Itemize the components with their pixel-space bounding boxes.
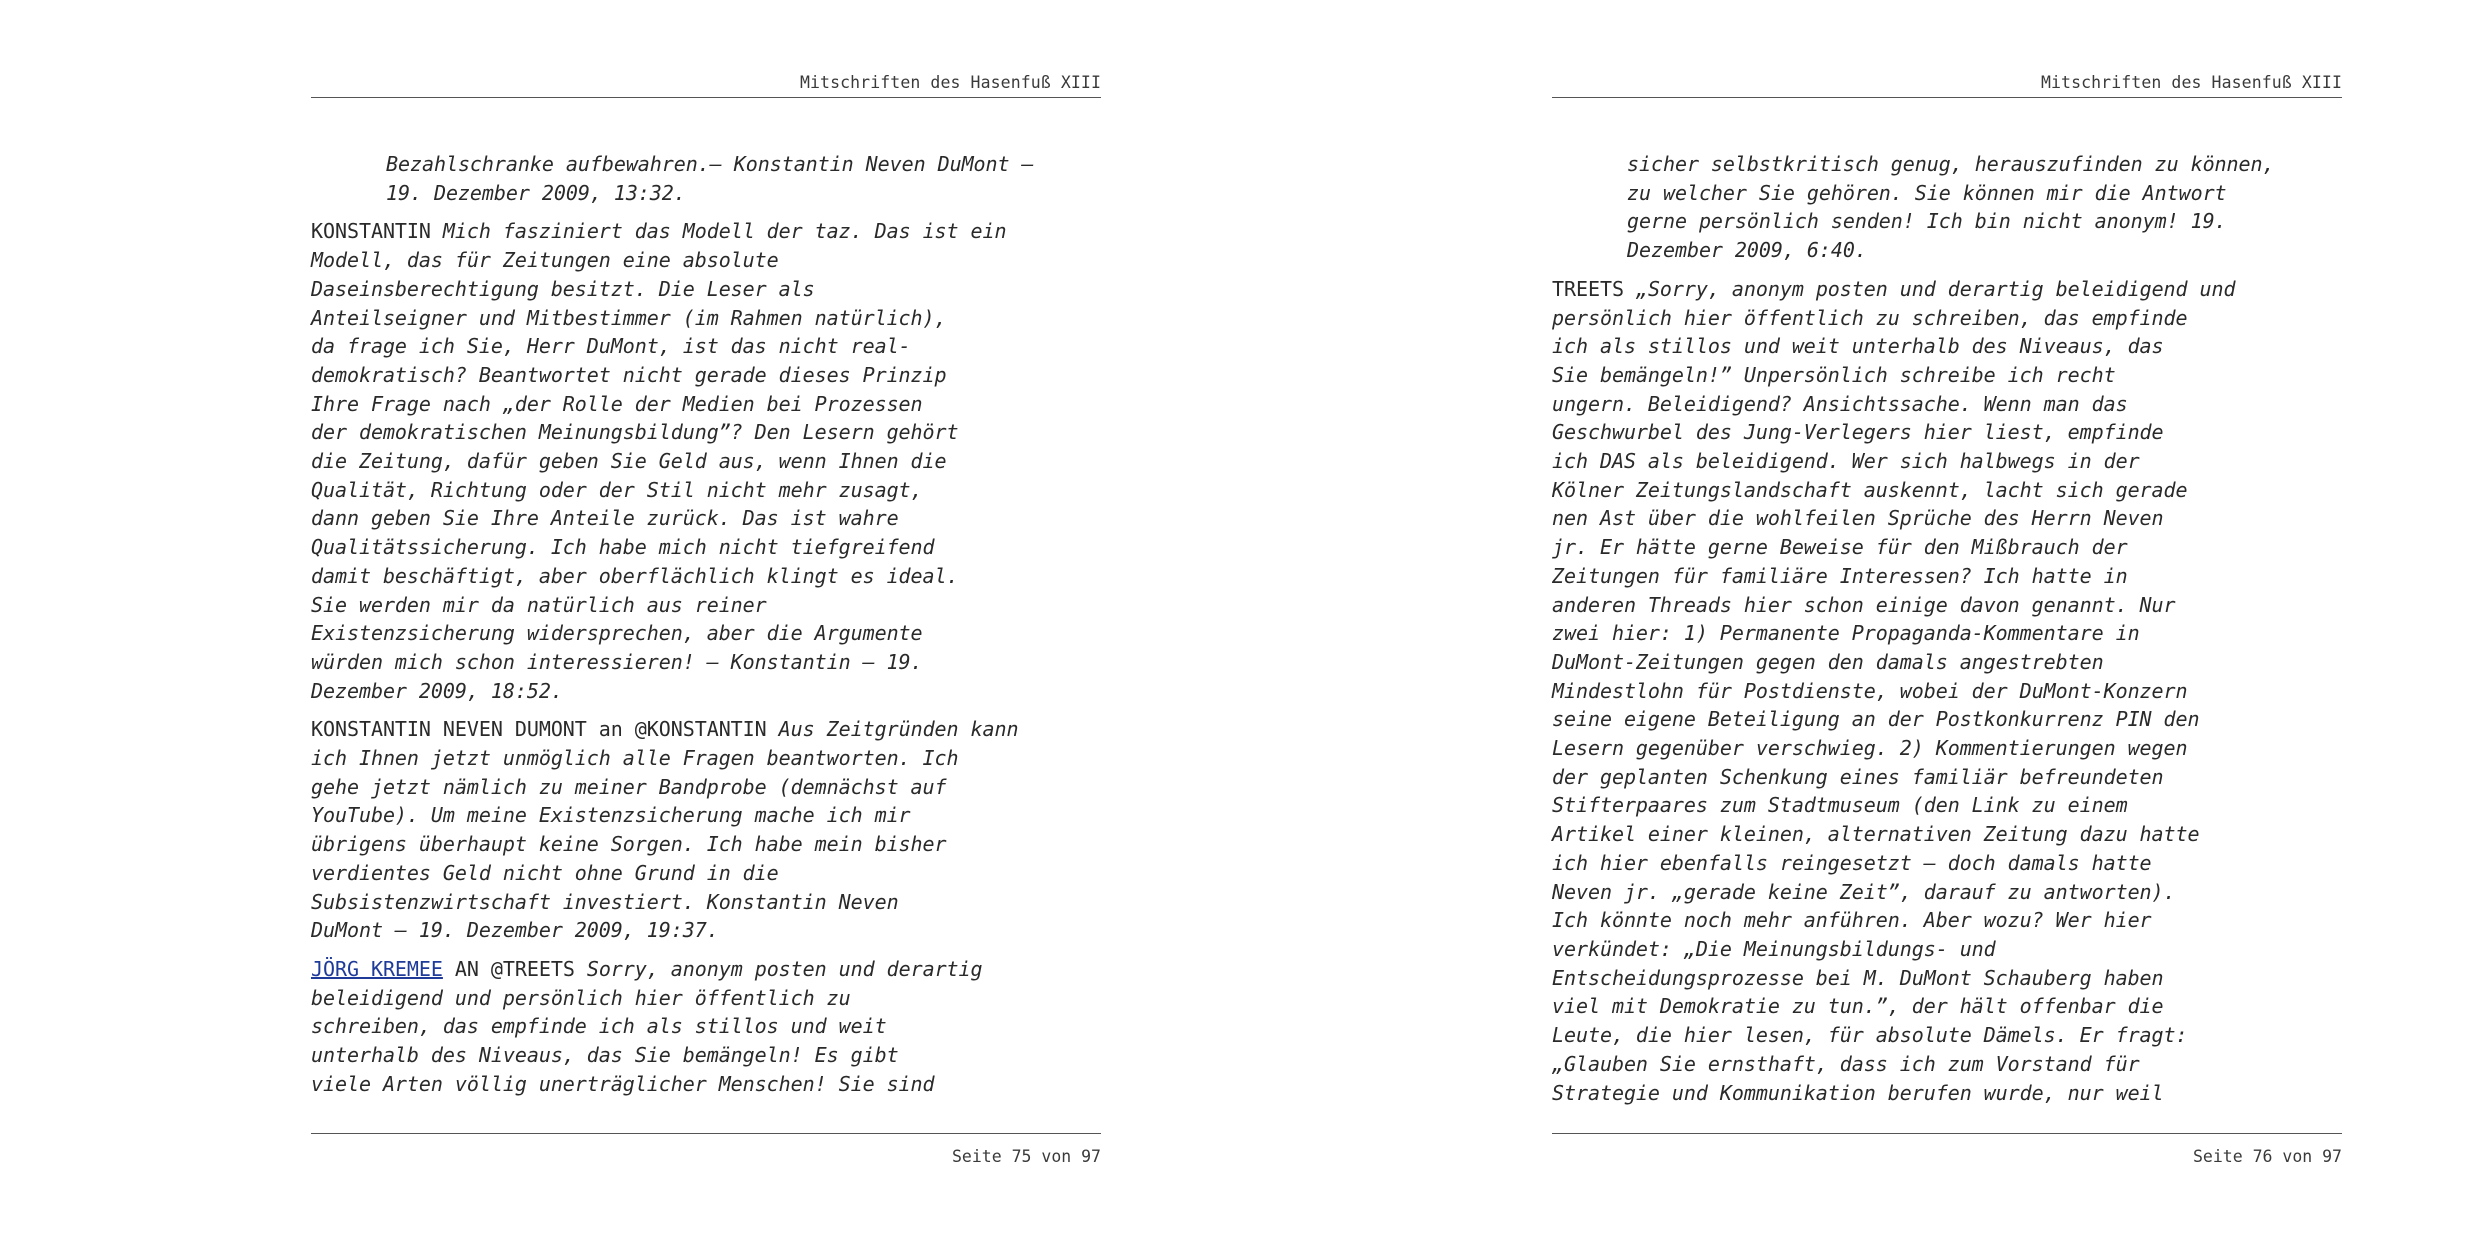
header-rule — [1552, 97, 2342, 98]
comment-line: ungern. Beleidigend? Ansichtssache. Wenn man das — [1552, 391, 2128, 416]
comment-line: der demokratischen Meinungsbildung”? Den Lesern gehört — [311, 420, 959, 445]
comment-line: Leute, die hier lesen, für absolute Dämels. Er fragt: — [1552, 1023, 2188, 1048]
comment-treets — [1552, 275, 2342, 1107]
comment-line: Geschwurbel des Jung-Verlegers hier liest, empfinde — [1552, 420, 2164, 445]
comment-line: viele Arten völlig unerträglicher Menschen! Sie sind — [311, 1071, 935, 1096]
comment-line: Stifterpaares zum Stadtmuseum (den Link zu einem — [1552, 793, 2128, 818]
comment-line: Bezahlschranke aufbewahren.— Konstantin Neven DuMont — — [386, 152, 1034, 176]
comment-line: viel mit Demokratie zu tun.”, der hält offenbar die — [1552, 994, 2164, 1019]
comment-line: Sie werden mir da natürlich aus reiner — [311, 592, 767, 617]
comment-line: persönlich hier öffentlich zu schreiben, das empfinde — [1552, 305, 2188, 330]
footer-rule — [311, 1133, 1101, 1134]
comment-first-line: Mich fasziniert das Modell der taz. Das ist ein — [442, 219, 1007, 244]
comment-line: Qualitätssicherung. Ich habe mich nicht tiefgreifend — [311, 535, 935, 560]
comment-line: Entscheidungsprozesse bei M. DuMont Schauberg haben — [1552, 965, 2164, 990]
comment-first-line: Aus Zeitgründen kann — [778, 717, 1019, 742]
comment-line: beleidigend und persönlich hier öffentlich zu — [311, 985, 851, 1010]
page-content — [311, 150, 1101, 1109]
comment-line: Zeitungen für familiäre Interessen? Ich hatte in — [1552, 563, 2128, 588]
comment-author: KONSTANTIN NEVEN DUMONT an @KONSTANTIN — [311, 717, 767, 742]
comment-line: würden mich schon interessieren! — Konstantin — 19. — [311, 649, 923, 674]
comment-line: sicher selbstkritisch genug, herauszufinden zu können, — [1627, 152, 2275, 176]
page-left — [311, 0, 1101, 1240]
comment-line: Anteilseigner und Mitbestimmer (im Rahmen natürlich), — [311, 305, 947, 330]
page-number: Seite 75 von 97 — [951, 1147, 1101, 1166]
comment-first-line: Sorry, anonym posten und derartig — [586, 956, 983, 981]
comment-line: der geplanten Schenkung eines familiär befreundeten — [1552, 764, 2164, 789]
comment-line: gerne persönlich senden! Ich bin nicht anonym! 19. — [1627, 209, 2227, 234]
comment-line: Dezember 2009, 6:40. — [1627, 238, 1867, 263]
running-header: Mitschriften des Hasenfuß XIII — [799, 73, 1101, 92]
comment-line: zwei hier: 1) Permanente Propaganda-Kommentare in — [1552, 621, 2140, 646]
comment-line: YouTube). Um meine Existenzsicherung mache ich mir — [311, 803, 911, 828]
running-header: Mitschriften des Hasenfuß XIII — [2040, 73, 2342, 92]
comment-line: ich hier ebenfalls reingesetzt – doch damals hatte — [1552, 850, 2152, 875]
comment-line: gehe jetzt nämlich zu meiner Bandprobe (demnächst auf — [311, 774, 947, 799]
comment-line: ich Ihnen jetzt unmöglich alle Fragen beantworten. Ich — [311, 746, 959, 771]
comment-line: ich DAS als beleidigend. Wer sich halbwegs in der — [1552, 449, 2140, 474]
comment-line: ich als stillos und weit unterhalb des Niveaus, das — [1552, 334, 2164, 359]
comment-recipient: AN @TREETS — [454, 956, 575, 981]
comment-author: TREETS — [1552, 276, 1624, 301]
continued-comment — [311, 150, 1101, 207]
comment-author: KONSTANTIN — [311, 219, 431, 244]
comment-line: DuMont-Zeitungen gegen den damals angestrebten — [1552, 649, 2104, 674]
comment-line: da frage ich Sie, Herr DuMont, ist das nicht real- — [311, 334, 911, 359]
comment-line: seine eigene Beteiligung an der Postkonkurrenz PIN den — [1552, 707, 2200, 732]
comment-line: Sie bemängeln!” Unpersönlich schreibe ich recht — [1552, 362, 2116, 387]
comment-line: DuMont — 19. Dezember 2009, 19:37. — [311, 918, 719, 943]
comment-line: nen Ast über die wohlfeilen Sprüche des Herrn Neven — [1552, 506, 2164, 531]
comment-line: anderen Threads hier schon einige davon genannt. Nur — [1552, 592, 2176, 617]
comment-line: verdientes Geld nicht ohne Grund in die — [311, 860, 779, 885]
author-link[interactable]: JÖRG KREMEE — [311, 956, 443, 981]
comment-line: Artikel einer kleinen, alternativen Zeitung dazu hatte — [1552, 822, 2200, 847]
comment-line: „Glauben Sie ernsthaft, dass ich zum Vorstand für — [1552, 1051, 2140, 1076]
comment-line: Ihre Frage nach „der Rolle der Medien bei Prozessen — [311, 391, 923, 416]
comment-line: jr. Er hätte gerne Beweise für den Mißbrauch der — [1552, 535, 2128, 560]
comment-line: übrigens überhaupt keine Sorgen. Ich habe mein bisher — [311, 832, 947, 857]
comment-line: Subsistenzwirtschaft investiert. Konstantin Neven — [311, 889, 899, 914]
comment-line: Kölner Zeitungslandschaft auskennt, lacht sich gerade — [1552, 477, 2188, 502]
comment-line: Lesern gegenüber verschwieg. 2) Kommentierungen wegen — [1552, 736, 2188, 761]
comment-line: Existenzsicherung widersprechen, aber die Argumente — [311, 621, 923, 646]
comment-line: Dezember 2009, 18:52. — [311, 678, 563, 703]
comment-konstantin — [311, 217, 1101, 705]
comment-line: Daseinsberechtigung besitzt. Die Leser als — [311, 276, 815, 301]
page-content — [1552, 150, 2342, 1117]
comment-line: schreiben, das empfinde ich als stillos und weit — [311, 1014, 887, 1039]
page-right — [1552, 0, 2342, 1240]
comment-first-line: „Sorry, anonym posten und derartig beleidigend und — [1635, 276, 2236, 301]
comment-line: Qualität, Richtung oder der Stil nicht mehr zusagt, — [311, 477, 923, 502]
comment-line: unterhalb des Niveaus, das Sie bemängeln! Es gibt — [311, 1043, 899, 1068]
comment-line: Ich könnte noch mehr anführen. Aber wozu? Wer hier — [1552, 908, 2152, 933]
comment-line: damit beschäftigt, aber oberflächlich klingt es ideal. — [311, 563, 959, 588]
comment-line: demokratisch? Beantwortet nicht gerade dieses Prinzip — [311, 362, 947, 387]
comment-neven-dumont — [311, 715, 1101, 945]
comment-joerg-kremee — [311, 955, 1101, 1099]
page-number: Seite 76 von 97 — [2192, 1147, 2342, 1166]
comment-line: Strategie und Kommunikation berufen wurde, nur weil — [1552, 1080, 2164, 1105]
comment-line: verkündet: „Die Meinungsbildungs- und — [1552, 936, 1996, 961]
comment-line: Modell, das für Zeitungen eine absolute — [311, 248, 779, 273]
comment-line: 19. Dezember 2009, 13:32. — [386, 180, 686, 205]
comment-line: die Zeitung, dafür geben Sie Geld aus, wenn Ihnen die — [311, 449, 947, 474]
comment-line: dann geben Sie Ihre Anteile zurück. Das ist wahre — [311, 506, 899, 531]
comment-line: zu welcher Sie gehören. Sie können mir die Antwort — [1627, 180, 2227, 205]
comment-line: Neven jr. „gerade keine Zeit”, darauf zu antworten). — [1552, 879, 2176, 904]
header-rule — [311, 97, 1101, 98]
continued-comment — [1552, 150, 2342, 265]
footer-rule — [1552, 1133, 2342, 1134]
comment-line: Mindestlohn für Postdienste, wobei der DuMont-Konzern — [1552, 678, 2188, 703]
